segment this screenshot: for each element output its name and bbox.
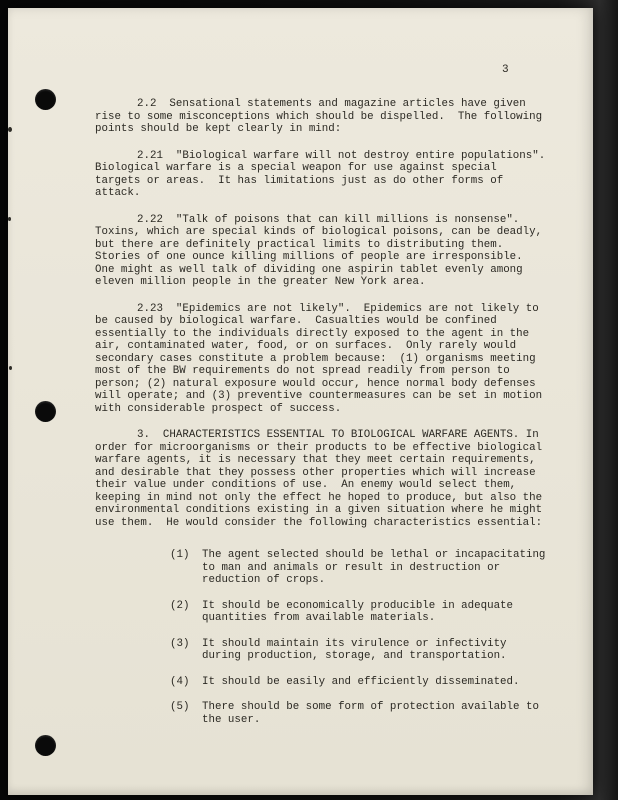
document-page <box>8 8 593 795</box>
paragraph-2-2: 2.2 Sensational statements and magazine articles have given rise to some misconceptions which should be dispelled. The following points should be kept clearly in mind: <box>95 98 549 135</box>
list-item-text: The agent selected should be lethal or incapacitating to man and animals or result in destruction or reduction of crops. <box>202 549 552 586</box>
scan-speck <box>8 127 12 132</box>
paragraph-section-3-heading: 3. CHARACTERISTICS ESSENTIAL TO BIOLOGICAL WARFARE AGENTS. In order for microorganisms or their products to be effective biological warfare agents, it is necessary that they meet certain requirements, and desirable that they possess other properties which will increase their value under conditions of use. An enemy would select them, keeping in mind not only the effect he hoped to produce, but also the environmental conditions existing in a given situation where he might use them. He would consider the following characteristics essential: <box>95 429 549 529</box>
paragraph-2-22: 2.22 "Talk of poisons that can kill millions is nonsense". Toxins, which are special kinds of biological poisons, can be deadly, but there are definitely practical limits to distributing them. Stories of one ounce killing millions of people are irresponsible. One might as well talk of dividing one aspirin tablet evenly among eleven million people in the greater New York area. <box>95 213 549 288</box>
list-item <box>170 549 552 587</box>
list-item-marker: (4) <box>170 675 190 688</box>
list-item-text: It should maintain its virulence or infectivity during production, storage, and transportation. <box>202 637 514 662</box>
list-item <box>170 638 547 663</box>
document-text <box>95 98 559 739</box>
paragraph-2-23: 2.23 "Epidemics are not likely". Epidemics are not likely to be caused by biological warfare. Casualties would be confined essentially to the individuals directly exposed to the agent in the air, contaminated water, food, or on surfaces. Only rarely would secondary cases constitute a problem because: (1) organisms meeting most of the BW requirements do not spread readily from person to person; (2) natural exposure would occur, hence normal body defenses will operate; and (3) preventive countermeasures can be set in motion with considerable prospect of success. <box>95 302 549 415</box>
list-item-marker: (2) <box>170 599 190 612</box>
scan-speck <box>8 217 11 221</box>
scan-speck <box>9 366 12 370</box>
punch-hole-bottom <box>35 735 56 756</box>
page-number: 3 <box>502 64 509 76</box>
list-item-text: It should be economically producible in adequate quantities from available materials. <box>202 599 520 624</box>
list-item-text: It should be easily and efficiently disseminated. <box>202 675 520 688</box>
list-item <box>170 600 547 625</box>
characteristics-list <box>95 549 552 726</box>
list-item-text: There should be some form of protection available to the user. <box>202 701 546 726</box>
list-item <box>170 701 547 726</box>
list-item <box>170 676 547 689</box>
punch-hole-middle <box>35 401 56 422</box>
list-item-marker: (3) <box>170 637 190 650</box>
paragraph-2-21: 2.21 "Biological warfare will not destroy entire populations". Biological warfare is a special weapon for use against special targets or areas. It has limitations just as do other forms of attack. <box>95 149 559 199</box>
list-item-marker: (5) <box>170 701 190 713</box>
list-item-marker: (1) <box>170 549 190 561</box>
punch-hole-top <box>35 89 56 110</box>
